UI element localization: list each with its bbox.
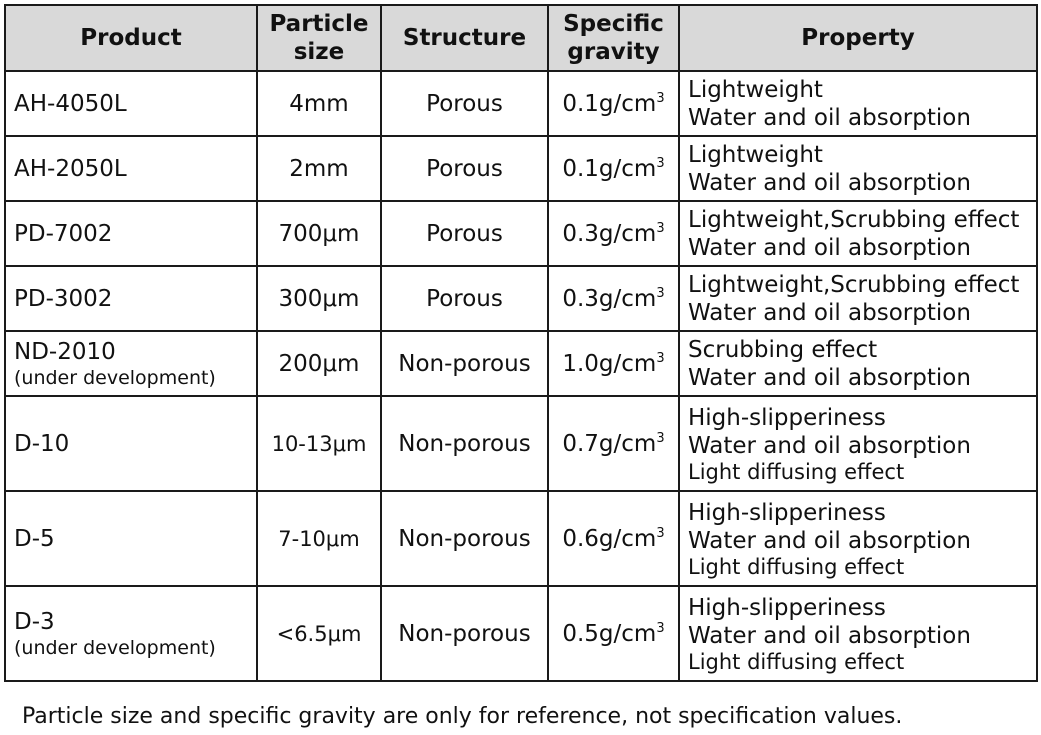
gravity-exponent: 3 (656, 525, 665, 541)
particle-size-cell: <6.5μm (257, 586, 381, 681)
specific-gravity-cell (548, 136, 679, 201)
header-specific-gravity (548, 5, 679, 71)
product-cell (5, 136, 257, 201)
property-line: High-slipperiness (688, 594, 886, 621)
product-name: AH-2050L (14, 155, 127, 182)
product-name: ND-2010 (14, 338, 116, 365)
product-note: (under development) (14, 366, 216, 389)
property-line: Water and oil absorption (688, 364, 971, 391)
gravity-exponent: 3 (656, 220, 665, 236)
specific-gravity-cell (548, 396, 679, 491)
product-cell (5, 71, 257, 136)
table-row (5, 201, 1037, 266)
product-name: AH-4050L (14, 90, 127, 117)
table-row (5, 331, 1037, 396)
reference-footnote: Particle size and specific gravity are only for reference, not specification values. (22, 704, 903, 729)
product-cell (5, 396, 257, 491)
product-name: PD-3002 (14, 285, 113, 312)
structure-cell: Non-porous (381, 491, 548, 586)
table-row (5, 396, 1037, 491)
property-cell (679, 586, 1037, 681)
structure-cell: Non-porous (381, 331, 548, 396)
property-line: Lightweight,Scrubbing effect (688, 271, 1020, 298)
gravity-exponent: 3 (656, 430, 665, 446)
property-line: High-slipperiness (688, 499, 886, 526)
product-table (4, 4, 1038, 682)
gravity-value: 0.1g/cm (562, 90, 657, 117)
product-cell (5, 331, 257, 396)
property-line: High-slipperiness (688, 404, 886, 431)
structure-cell: Non-porous (381, 396, 548, 491)
property-line: Water and oil absorption (688, 527, 971, 554)
header-particle-size (257, 5, 381, 71)
product-cell (5, 491, 257, 586)
gravity-exponent: 3 (656, 350, 665, 366)
gravity-value: 1.0g/cm (562, 350, 657, 377)
table-header-row (5, 5, 1037, 71)
particle-size-cell: 200μm (257, 331, 381, 396)
table-row (5, 586, 1037, 681)
property-line: Water and oil absorption (688, 104, 971, 131)
header-product: Product (5, 5, 257, 71)
product-cell (5, 201, 257, 266)
particle-size-cell: 10-13μm (257, 396, 381, 491)
gravity-value: 0.3g/cm (562, 285, 657, 312)
product-name: PD-7002 (14, 220, 113, 247)
specific-gravity-cell (548, 331, 679, 396)
gravity-value: 0.3g/cm (562, 220, 657, 247)
property-line: Water and oil absorption (688, 432, 971, 459)
particle-size-cell: 2mm (257, 136, 381, 201)
product-name: D-10 (14, 430, 70, 457)
property-line: Water and oil absorption (688, 299, 971, 326)
gravity-exponent: 3 (656, 285, 665, 301)
specific-gravity-cell (548, 586, 679, 681)
gravity-exponent: 3 (656, 90, 665, 106)
property-cell (679, 201, 1037, 266)
product-cell (5, 266, 257, 331)
table-row (5, 136, 1037, 201)
gravity-exponent: 3 (656, 620, 665, 636)
structure-cell: Porous (381, 71, 548, 136)
property-cell (679, 396, 1037, 491)
gravity-value: 0.5g/cm (562, 620, 657, 647)
header-particle-size-line2: size (293, 39, 345, 65)
property-cell (679, 136, 1037, 201)
header-structure: Structure (381, 5, 548, 71)
product-name: D-5 (14, 525, 55, 552)
specific-gravity-cell (548, 201, 679, 266)
table-row (5, 71, 1037, 136)
particle-size-cell: 300μm (257, 266, 381, 331)
table-row (5, 491, 1037, 586)
particle-size-cell: 4mm (257, 71, 381, 136)
property-cell (679, 266, 1037, 331)
property-cell (679, 71, 1037, 136)
property-cell (679, 491, 1037, 586)
property-line: Scrubbing effect (688, 336, 878, 363)
header-gravity-line1: Specific (563, 11, 664, 37)
gravity-exponent: 3 (656, 155, 665, 171)
structure-cell: Porous (381, 136, 548, 201)
particle-size-cell: 700μm (257, 201, 381, 266)
header-particle-size-line1: Particle (269, 11, 369, 37)
gravity-value: 0.7g/cm (562, 430, 657, 457)
property-line: Light diffusing effect (688, 649, 905, 674)
property-line: Water and oil absorption (688, 234, 971, 261)
property-cell (679, 331, 1037, 396)
property-line: Lightweight (688, 76, 823, 103)
structure-cell: Non-porous (381, 586, 548, 681)
property-line: Water and oil absorption (688, 169, 971, 196)
property-line: Lightweight,Scrubbing effect (688, 206, 1020, 233)
product-cell (5, 586, 257, 681)
gravity-value: 0.6g/cm (562, 525, 657, 552)
product-note: (under development) (14, 636, 216, 659)
table-row (5, 266, 1037, 331)
specific-gravity-cell (548, 491, 679, 586)
product-table-container (4, 4, 1036, 682)
specific-gravity-cell (548, 266, 679, 331)
structure-cell: Porous (381, 266, 548, 331)
property-line: Lightweight (688, 141, 823, 168)
property-line: Light diffusing effect (688, 554, 905, 579)
header-property: Property (679, 5, 1037, 71)
specific-gravity-cell (548, 71, 679, 136)
header-gravity-line2: gravity (567, 39, 660, 65)
particle-size-cell: 7-10μm (257, 491, 381, 586)
property-line: Water and oil absorption (688, 622, 971, 649)
property-line: Light diffusing effect (688, 459, 905, 484)
product-name: D-3 (14, 608, 55, 635)
structure-cell: Porous (381, 201, 548, 266)
gravity-value: 0.1g/cm (562, 155, 657, 182)
